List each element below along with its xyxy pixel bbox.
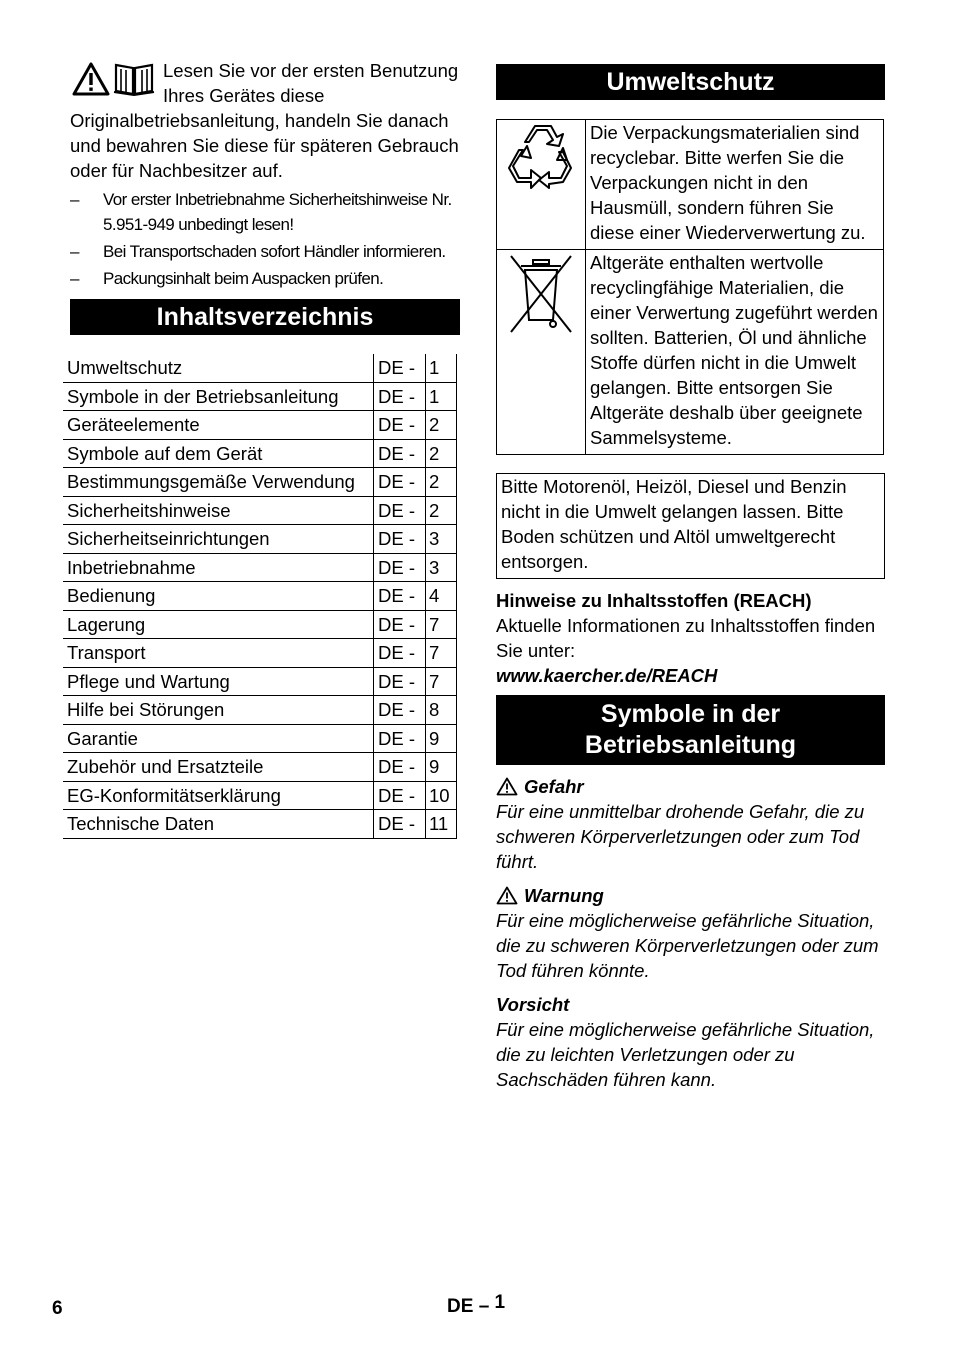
toc-entry-label: Bedienung <box>63 582 374 611</box>
toc-entry-page: 2 <box>426 411 457 440</box>
toc-entry-page: 1 <box>426 354 457 382</box>
environment-table <box>496 119 884 455</box>
list-item: – Bei Transportschaden sofort Händler informieren. <box>70 242 446 261</box>
intro-text: Lesen Sie vor der ersten Benutzung Ihres Gerätes diese Originalbetriebsanleitung, handeln Sie danach und bewahren Sie diese für späteren Gebrauch oder für Nachbesitzer auf. <box>70 60 459 181</box>
toc-entry-page: 7 <box>426 639 457 668</box>
table-row <box>63 439 457 468</box>
reach-title: Hinweise zu Inhaltsstoffen (REACH) <box>496 590 812 611</box>
left-column <box>67 58 460 839</box>
oil-notice: Bitte Motorenöl, Heizöl, Diesel und Benzin nicht in die Umwelt gelangen lassen. Bitte Boden schützen und Altöl umweltgerecht entsorgen. <box>496 473 885 579</box>
toc-entry-label: Pflege und Wartung <box>63 667 374 696</box>
warning-text: Für eine möglicherweise gefährliche Situation, die zu schweren Körperverletzungen oder zum Tod führen könnte. <box>496 910 879 981</box>
toc-entry-label: Sicherheitseinrichtungen <box>63 525 374 554</box>
danger-text: Für eine unmittelbar drohende Gefahr, die zu schweren Körperverletzungen oder zum Tod führt. <box>496 801 865 872</box>
table-row <box>63 525 457 554</box>
list-item: – Vor erster Inbetriebnahme Sicherheitshinweise Nr. 5.951-949 unbedingt lesen! <box>70 190 452 234</box>
toc-entry-page: 11 <box>426 810 457 839</box>
table-row <box>63 753 457 782</box>
table-row <box>63 610 457 639</box>
list-item: – Packungsinhalt beim Auspacken prüfen. <box>70 269 384 288</box>
toc-entry-page: 10 <box>426 781 457 810</box>
toc-entry-page: 1 <box>426 382 457 411</box>
toc-entry-ref: DE - <box>374 610 426 639</box>
toc-entry-ref: DE - <box>374 525 426 554</box>
toc-entry-page: 3 <box>426 525 457 554</box>
danger-label: Gefahr <box>496 774 885 799</box>
intro-icons <box>72 62 155 96</box>
section-page-marker: DE – 1 <box>447 1292 506 1317</box>
intro-bullet-list <box>70 187 460 291</box>
table-row <box>63 810 457 839</box>
toc-entry-page: 9 <box>426 753 457 782</box>
toc-entry-page: 2 <box>426 439 457 468</box>
toc-entry-label: Geräteelemente <box>63 411 374 440</box>
table-row <box>63 582 457 611</box>
toc-entry-ref: DE - <box>374 496 426 525</box>
toc-entry-ref: DE - <box>374 753 426 782</box>
toc-entry-page: 7 <box>426 667 457 696</box>
toc-entry-label: Symbole in der Betriebsanleitung <box>63 382 374 411</box>
reach-text: Aktuelle Informationen zu Inhaltsstoffen finden Sie unter: <box>496 615 876 661</box>
toc-entry-ref: DE - <box>374 382 426 411</box>
caution-text: Für eine möglicherweise gefährliche Situation, die zu leichten Verletzungen oder zu Sachschäden führen kann. <box>496 1019 875 1090</box>
table-row <box>497 250 884 455</box>
toc-entry-ref: DE - <box>374 724 426 753</box>
warning-triangle-icon <box>496 886 518 905</box>
table-row <box>63 696 457 725</box>
toc-entry-ref: DE - <box>374 354 426 382</box>
table-row <box>63 354 457 382</box>
toc-entry-ref: DE - <box>374 411 426 440</box>
recycle-cell <box>497 120 586 250</box>
crossed-bin-icon <box>501 250 581 340</box>
toc-entry-label: Sicherheitshinweise <box>63 496 374 525</box>
toc-entry-label: Inbetriebnahme <box>63 553 374 582</box>
table-row <box>63 724 457 753</box>
reach-link[interactable]: www.kaercher.de/REACH <box>496 665 718 686</box>
disposal-text: Altgeräte enthalten wertvolle recyclingfähige Materialien, die einer Verwertung zugeführt werden sollten. Batterien, Öl und ähnliche Stoffe dürfen nicht in die Umwelt gelangen. Bitte entsorgen Sie Altgeräte deshalb über geeignete Sammelsysteme. <box>586 250 884 455</box>
toc-entry-ref: DE - <box>374 810 426 839</box>
table-row <box>63 553 457 582</box>
toc-entry-page: 2 <box>426 468 457 497</box>
warning-triangle-icon <box>496 777 518 796</box>
toc-entry-ref: DE - <box>374 553 426 582</box>
toc-entry-page: 9 <box>426 724 457 753</box>
toc-entry-label: Zubehör und Ersatzteile <box>63 753 374 782</box>
recycle-text: Die Verpackungsmaterialien sind recyclebar. Bitte werfen Sie die Verpackungen nicht in den Hausmüll, sondern führen Sie diese einer Wiederverwertung zu. <box>586 120 884 250</box>
table-row <box>63 781 457 810</box>
disposal-cell <box>497 250 586 455</box>
recycle-icon <box>501 120 581 210</box>
toc-entry-ref: DE - <box>374 439 426 468</box>
toc-heading: Inhaltsverzeichnis <box>70 299 460 335</box>
toc-entry-label: Technische Daten <box>63 810 374 839</box>
toc-entry-label: Umweltschutz <box>63 354 374 382</box>
table-row <box>63 382 457 411</box>
warning-label: Warnung <box>496 883 885 908</box>
toc-entry-label: Garantie <box>63 724 374 753</box>
table-row <box>63 411 457 440</box>
intro-paragraph <box>70 58 460 183</box>
table-row <box>497 120 884 250</box>
manual-book-icon <box>113 62 155 96</box>
toc-entry-ref: DE - <box>374 468 426 497</box>
symbols-heading: Symbole in der Betriebsanleitung <box>496 695 885 765</box>
environment-heading: Umweltschutz <box>496 64 885 100</box>
toc-entry-label: Transport <box>63 639 374 668</box>
toc-entry-ref: DE - <box>374 582 426 611</box>
toc-entry-label: Lagerung <box>63 610 374 639</box>
warning-triangle-icon <box>72 62 110 96</box>
table-row <box>63 468 457 497</box>
toc-table <box>63 354 457 839</box>
toc-entry-page: 3 <box>426 553 457 582</box>
toc-entry-label: Symbole auf dem Gerät <box>63 439 374 468</box>
toc-entry-page: 4 <box>426 582 457 611</box>
toc-entry-ref: DE - <box>374 696 426 725</box>
toc-entry-label: Bestimmungsgemäße Verwendung <box>63 468 374 497</box>
toc-entry-ref: DE - <box>374 781 426 810</box>
toc-entry-page: 7 <box>426 610 457 639</box>
caution-label: Vorsicht <box>496 994 570 1015</box>
toc-entry-ref: DE - <box>374 639 426 668</box>
page-number: 6 <box>52 1298 63 1319</box>
toc-entry-label: Hilfe bei Störungen <box>63 696 374 725</box>
table-row <box>63 667 457 696</box>
toc-entry-page: 8 <box>426 696 457 725</box>
table-row <box>63 639 457 668</box>
toc-entry-label: EG-Konformitätserklärung <box>63 781 374 810</box>
table-row <box>63 496 457 525</box>
toc-entry-page: 2 <box>426 496 457 525</box>
right-column <box>496 64 885 1092</box>
toc-entry-ref: DE - <box>374 667 426 696</box>
